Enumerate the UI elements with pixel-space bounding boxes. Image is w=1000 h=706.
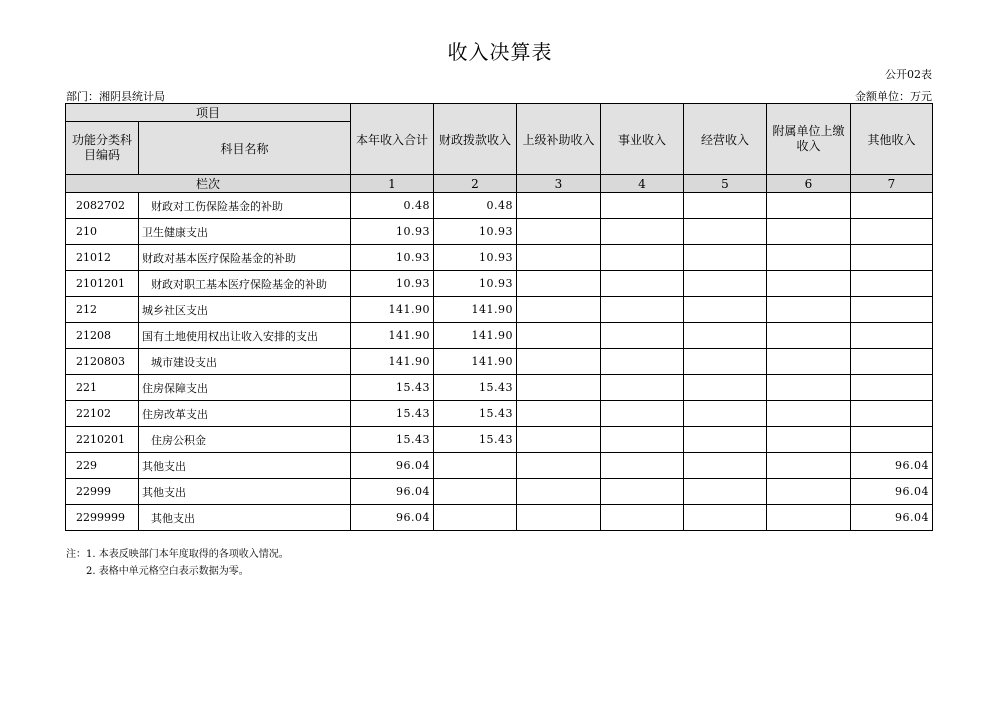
page-title: 收入决算表 [447,40,553,64]
total-income-cell: 10.93 [351,271,434,297]
fiscal-income-cell [434,479,517,505]
upper-subsidy-cell [517,479,601,505]
table-row [66,375,933,401]
table-row [66,297,933,323]
business-income-cell [601,479,684,505]
business-income-cell [601,453,684,479]
subject-name: 其他支出 [139,505,351,531]
subject-name: 卫生健康支出 [139,219,351,245]
table-row [66,323,933,349]
other-income-cell [851,245,933,271]
header-operating-income: 经营收入 [684,104,767,175]
operating-income-cell [684,453,767,479]
affiliated-income-cell [767,349,851,375]
table-row [66,271,933,297]
affiliated-income-cell [767,505,851,531]
department-label: 部门：湘阴县统计局 [66,90,165,103]
total-income-cell: 96.04 [351,505,434,531]
index-label: 栏次 [66,175,351,193]
business-income-cell [601,271,684,297]
total-income-cell: 0.48 [351,193,434,219]
fiscal-income-cell: 141.90 [434,297,517,323]
affiliated-income-cell [767,193,851,219]
subject-code: 212 [66,297,139,323]
table-row [66,245,933,271]
upper-subsidy-cell [517,271,601,297]
operating-income-cell [684,245,767,271]
upper-subsidy-cell [517,349,601,375]
form-code: 公开02表 [885,68,932,81]
other-income-cell [851,427,933,453]
index-number: 1 [351,175,434,193]
upper-subsidy-cell [517,323,601,349]
other-income-cell [851,297,933,323]
subject-name: 财政对工伤保险基金的补助 [139,193,351,219]
affiliated-income-cell [767,375,851,401]
upper-subsidy-cell [517,427,601,453]
table-row [66,401,933,427]
index-number: 7 [851,175,933,193]
header-fiscal-income: 财政拨款收入 [434,104,517,175]
other-income-cell [851,193,933,219]
subject-name: 国有土地使用权出让收入安排的支出 [139,323,351,349]
subject-name: 其他支出 [139,453,351,479]
subject-code: 21208 [66,323,139,349]
total-income-cell: 15.43 [351,427,434,453]
affiliated-income-cell [767,427,851,453]
business-income-cell [601,375,684,401]
upper-subsidy-cell [517,193,601,219]
header-total-income: 本年收入合计 [351,104,434,175]
subject-name: 财政对基本医疗保险基金的补助 [139,245,351,271]
subject-name: 其他支出 [139,479,351,505]
operating-income-cell [684,323,767,349]
business-income-cell [601,193,684,219]
header-function-code: 功能分类科目编码 [66,122,139,175]
index-number: 4 [601,175,684,193]
income-table [65,103,933,531]
business-income-cell [601,323,684,349]
note-1: 注：1. 本表反映部门本年度取得的各项收入情况。 [66,549,289,560]
subject-name: 财政对职工基本医疗保险基金的补助 [139,271,351,297]
operating-income-cell [684,427,767,453]
business-income-cell [601,219,684,245]
operating-income-cell [684,401,767,427]
operating-income-cell [684,349,767,375]
business-income-cell [601,505,684,531]
upper-subsidy-cell [517,219,601,245]
fiscal-income-cell: 0.48 [434,193,517,219]
business-income-cell [601,349,684,375]
table-row [66,505,933,531]
subject-code: 210 [66,219,139,245]
subject-code: 2082702 [66,193,139,219]
business-income-cell [601,427,684,453]
other-income-cell: 96.04 [851,453,933,479]
total-income-cell: 141.90 [351,349,434,375]
other-income-cell [851,323,933,349]
table-notes [66,546,289,580]
other-income-cell [851,219,933,245]
affiliated-income-cell [767,323,851,349]
fiscal-income-cell: 141.90 [434,349,517,375]
total-income-cell: 141.90 [351,297,434,323]
operating-income-cell [684,375,767,401]
business-income-cell [601,401,684,427]
fiscal-income-cell: 10.93 [434,245,517,271]
total-income-cell: 10.93 [351,245,434,271]
table-row [66,427,933,453]
header-affiliated-income: 附属单位上缴收入 [767,104,851,175]
affiliated-income-cell [767,271,851,297]
other-income-cell [851,271,933,297]
total-income-cell: 15.43 [351,401,434,427]
operating-income-cell [684,479,767,505]
other-income-cell: 96.04 [851,479,933,505]
fiscal-income-cell: 15.43 [434,401,517,427]
upper-subsidy-cell [517,297,601,323]
other-income-cell [851,349,933,375]
other-income-cell [851,375,933,401]
subject-code: 22102 [66,401,139,427]
affiliated-income-cell [767,479,851,505]
subject-name: 住房改革支出 [139,401,351,427]
fiscal-income-cell [434,505,517,531]
upper-subsidy-cell [517,375,601,401]
table-row [66,193,933,219]
table-row [66,479,933,505]
total-income-cell: 15.43 [351,375,434,401]
subject-name: 城乡社区支出 [139,297,351,323]
other-income-cell: 96.04 [851,505,933,531]
business-income-cell [601,245,684,271]
subject-name: 住房保障支出 [139,375,351,401]
fiscal-income-cell [434,453,517,479]
subject-name: 城市建设支出 [139,349,351,375]
fiscal-income-cell: 10.93 [434,271,517,297]
index-number: 6 [767,175,851,193]
total-income-cell: 96.04 [351,479,434,505]
affiliated-income-cell [767,219,851,245]
amount-unit-label: 金额单位：万元 [855,90,932,103]
index-number: 5 [684,175,767,193]
operating-income-cell [684,271,767,297]
upper-subsidy-cell [517,245,601,271]
total-income-cell: 141.90 [351,323,434,349]
table-row [66,349,933,375]
operating-income-cell [684,297,767,323]
subject-name: 住房公积金 [139,427,351,453]
operating-income-cell [684,193,767,219]
table-row [66,453,933,479]
affiliated-income-cell [767,297,851,323]
fiscal-income-cell: 15.43 [434,427,517,453]
subject-code: 2120803 [66,349,139,375]
index-number: 2 [434,175,517,193]
upper-subsidy-cell [517,401,601,427]
subject-code: 22999 [66,479,139,505]
business-income-cell [601,297,684,323]
affiliated-income-cell [767,401,851,427]
fiscal-income-cell: 15.43 [434,375,517,401]
subject-code: 229 [66,453,139,479]
subject-code: 2210201 [66,427,139,453]
total-income-cell: 96.04 [351,453,434,479]
affiliated-income-cell [767,245,851,271]
header-upper-subsidy: 上级补助收入 [517,104,601,175]
fiscal-income-cell: 10.93 [434,219,517,245]
upper-subsidy-cell [517,453,601,479]
upper-subsidy-cell [517,505,601,531]
operating-income-cell [684,219,767,245]
header-subject-name: 科目名称 [139,122,351,175]
subject-code: 2101201 [66,271,139,297]
other-income-cell [851,401,933,427]
subject-code: 2299999 [66,505,139,531]
index-number: 3 [517,175,601,193]
subject-code: 221 [66,375,139,401]
subject-code: 21012 [66,245,139,271]
affiliated-income-cell [767,453,851,479]
operating-income-cell [684,505,767,531]
fiscal-income-cell: 141.90 [434,323,517,349]
header-other-income: 其他收入 [851,104,933,175]
header-business-income: 事业收入 [601,104,684,175]
header-project: 项目 [66,104,351,122]
note-2: 2. 表格中单元格空白表示数据为零。 [86,566,249,577]
total-income-cell: 10.93 [351,219,434,245]
table-row [66,219,933,245]
